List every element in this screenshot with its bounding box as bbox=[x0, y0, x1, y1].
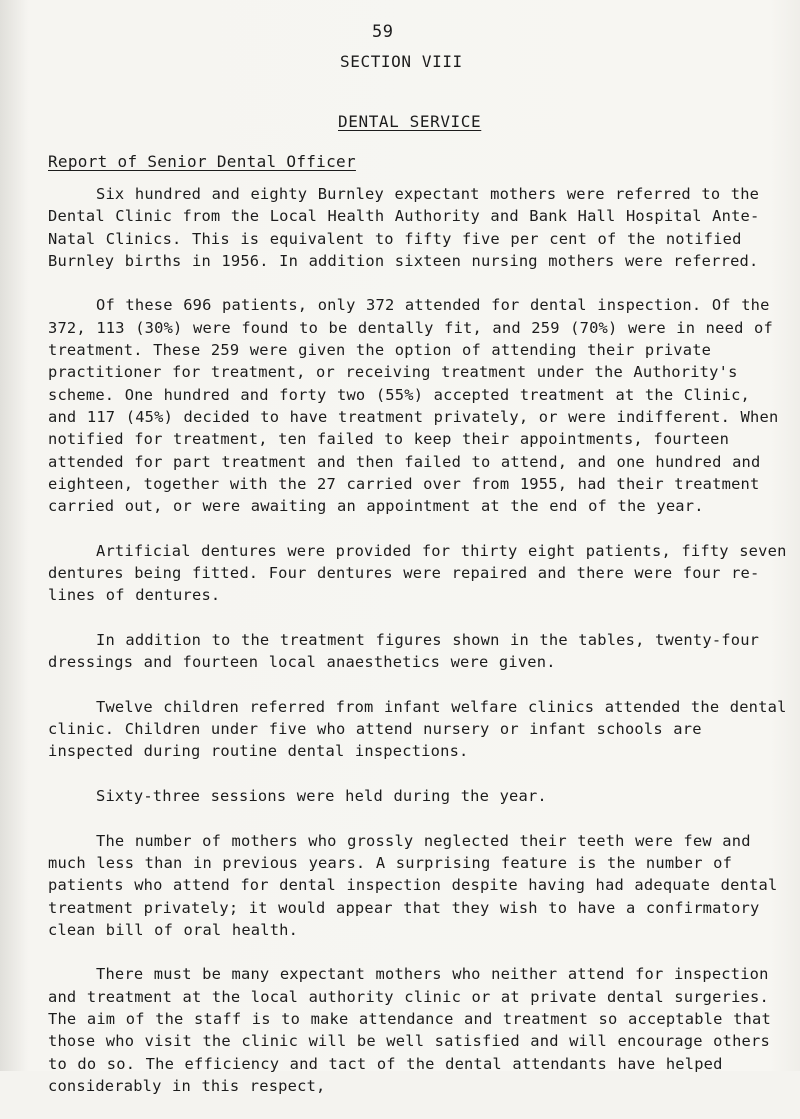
page-number: 59 bbox=[372, 22, 394, 42]
service-title: DENTAL SERVICE bbox=[338, 112, 482, 131]
report-body bbox=[48, 183, 788, 1119]
report-heading: Report of Senior Dental Officer bbox=[48, 152, 356, 171]
paragraph-inspection-results: Of these 696 patients, only 372 attended for dental inspection. Of the 372, 113 (30%) were found to be dentally fit, and 259 (70%) were in need of treatment. These 259 were given the option of attending their private practitioner for treatment, or receiving treatment under the Authority's scheme. One hundred and forty two (55%) accepted treatment at the Clinic, and 117 (45%) decided to have treatment privately, or were indifferent. When notified for treatment, ten failed to keep their appointments, fourteen attended for part treatment and then failed to attend, and one hundred and eighteen, together with the 27 carried over from 1955, had their treatment carried out, or were awaiting an appointment at the end of the year. bbox=[48, 296, 779, 516]
paragraph-dentures: Artificial dentures were provided for thirty eight patients, fifty seven dentures being fitted. Four dentures were repaired and there were four re-lines of dentures. bbox=[48, 541, 787, 605]
paragraph-aims: There must be many expectant mothers who neither attend for inspection and treatment at the local authority clinic or at private dental surgeries. The aim of the staff is to make attendance and treatment so acceptable that those who visit the clinic will be well satisfied and will encourage others to do so. The efficiency and tact of the dental attendants have helped considerably in this respect, bbox=[48, 965, 771, 1095]
paragraph-children: Twelve children referred from infant welfare clinics attended the dental clinic. Children under five who attend nursery or infant schools are inspected during routine dental inspections. bbox=[48, 697, 787, 761]
paragraph-referrals: Six hundred and eighty Burnley expectant mothers were referred to the Dental Clinic from the Local Health Authority and Bank Hall Hospital Ante-Natal Clinics. This is equivalent to fifty five per cent of the notified Burnley births in 1956. In addition sixteen nursing mothers were referred. bbox=[48, 185, 760, 270]
section-title: SECTION VIII bbox=[340, 52, 463, 71]
paragraph-sessions: Sixty-three sessions were held during the year. bbox=[96, 787, 547, 806]
paragraph-neglect: The number of mothers who grossly neglected their teeth were few and much less than in previous years. A surprising feature is the number of patients who attend for dental inspection despite having had adequate dental treatment privately; it would appear that they wish to have a confirmatory clean bill of oral health. bbox=[48, 831, 778, 939]
paragraph-dressings: In addition to the treatment figures shown in the tables, twenty-four dressings and fourteen local anaesthetics were given. bbox=[48, 630, 760, 672]
binder-shadow bbox=[0, 0, 28, 1071]
